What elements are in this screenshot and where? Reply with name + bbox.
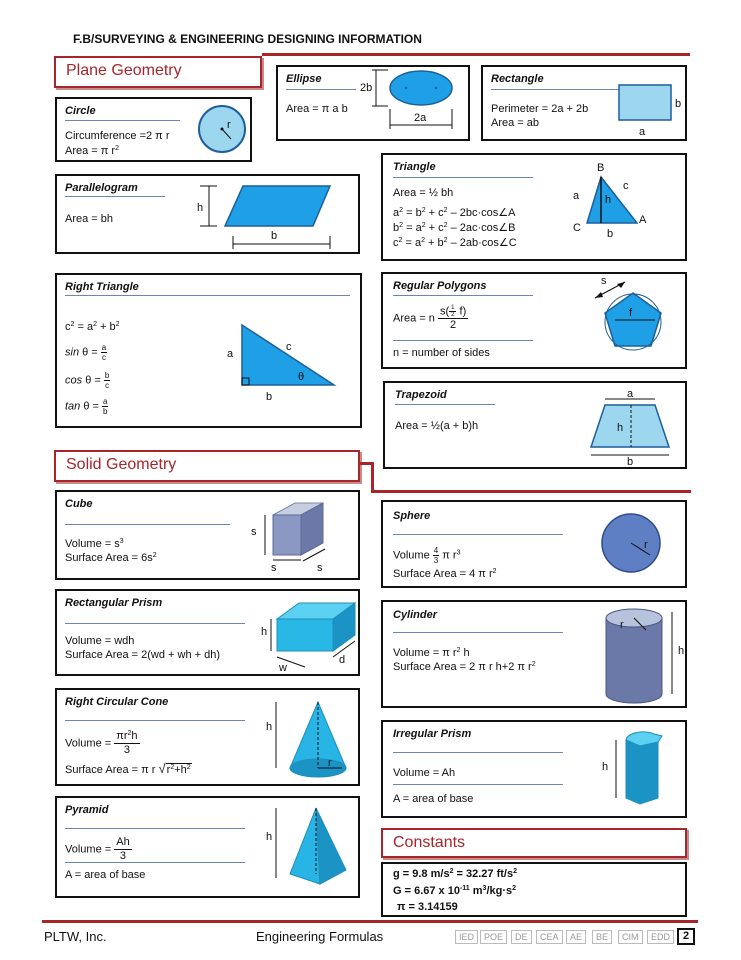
svg-text:b: b bbox=[627, 456, 634, 468]
cube-title: Cube bbox=[65, 498, 93, 510]
constant-pi: π = 3.14159 bbox=[397, 901, 458, 913]
parallelogram-diagram bbox=[195, 181, 355, 251]
irregular-prism-volume: Volume = Ah bbox=[393, 767, 456, 779]
irregular-prism-base-note: A = area of base bbox=[393, 793, 474, 805]
section-plane-geometry: Plane Geometry bbox=[54, 56, 262, 88]
triangle-law-c: $c^2 = a^2 + b^2$ – 2ab·cos∠C bbox=[393, 237, 517, 249]
svg-text:h: h bbox=[602, 761, 609, 773]
badge-poe: POE bbox=[480, 930, 507, 944]
header-rule bbox=[262, 53, 690, 56]
svg-text:h: h bbox=[605, 194, 612, 206]
sphere-surface: Surface Area = 4 π $r^2$ bbox=[393, 568, 497, 580]
ellipse-diagram bbox=[358, 67, 468, 137]
rectangle-diagram bbox=[613, 67, 687, 139]
cone-title: Right Circular Cone bbox=[65, 696, 169, 708]
regular-polygons-card bbox=[381, 272, 687, 369]
triangle-law-b: $b^2 = a^2 + c^2$ – 2ac·cos∠B bbox=[393, 222, 516, 234]
badge-be: BE bbox=[592, 930, 612, 944]
cube-diagram bbox=[245, 497, 360, 579]
svg-text:r: r bbox=[328, 757, 332, 769]
svg-text:c: c bbox=[623, 180, 629, 192]
rect-prism-surface: Surface Area = 2(wd + wh + dh) bbox=[65, 649, 221, 661]
parallelogram-title: Parallelogram bbox=[65, 182, 138, 194]
cylinder-volume: Volume = π $r^2$ h bbox=[393, 647, 470, 659]
constants-card bbox=[381, 862, 687, 917]
polygon-diagram bbox=[593, 276, 685, 366]
irregular-prism-diagram bbox=[598, 726, 688, 816]
solid-rule-vertical bbox=[371, 462, 374, 492]
svg-text:s: s bbox=[601, 275, 607, 287]
section-constants: Constants bbox=[381, 828, 687, 858]
rect-prism-card bbox=[55, 589, 360, 676]
rect-prism-diagram bbox=[257, 595, 362, 675]
cube-volume: Volume = $s^3$ bbox=[65, 538, 124, 550]
svg-text:b: b bbox=[607, 228, 614, 240]
svg-text:B: B bbox=[597, 162, 605, 174]
pyramid-volume: Volume = $\frac{Ah}{3}$ bbox=[65, 836, 130, 862]
parallelogram-area: Area = bh bbox=[65, 213, 114, 225]
circle-title: Circle bbox=[65, 105, 96, 117]
sphere-card bbox=[381, 500, 687, 588]
pythagorean-formula: $c^2 = a^2 + b^2$ bbox=[65, 321, 120, 333]
svg-text:θ: θ bbox=[298, 371, 305, 383]
svg-text:h: h bbox=[261, 626, 268, 638]
svg-text:s: s bbox=[271, 562, 277, 574]
svg-text:A: A bbox=[639, 214, 647, 226]
svg-text:C: C bbox=[573, 222, 581, 234]
pyramid-diagram bbox=[262, 804, 362, 896]
footer-center: Engineering Formulas bbox=[256, 929, 384, 944]
badge-cea: CEA bbox=[536, 930, 563, 944]
ellipse-area: Area = π a b bbox=[286, 103, 348, 115]
badge-ied: IED bbox=[455, 930, 478, 944]
svg-text:b: b bbox=[266, 391, 273, 403]
cube-card bbox=[55, 490, 360, 580]
svg-text:2b: 2b bbox=[360, 82, 373, 94]
svg-text:d: d bbox=[339, 654, 346, 666]
irregular-prism-title: Irregular Prism bbox=[393, 728, 472, 740]
cone-volume: Volume = $\frac{\pi r^2h}{3}$ bbox=[65, 730, 138, 756]
svg-text:b: b bbox=[271, 230, 278, 242]
svg-text:f: f bbox=[629, 307, 633, 319]
cube-surface: Surface Area = $6s^2$ bbox=[65, 552, 157, 564]
page-number: 2 bbox=[677, 928, 695, 945]
ellipse-card bbox=[276, 65, 470, 141]
trapezoid-title: Trapezoid bbox=[395, 389, 447, 401]
triangle-law-a: $a^2 = b^2 + c^2$ – 2bc·cos∠A bbox=[393, 207, 516, 219]
badge-edd: EDD bbox=[647, 930, 674, 944]
svg-text:s: s bbox=[251, 526, 257, 538]
svg-text:w: w bbox=[279, 662, 287, 674]
svg-text:h: h bbox=[197, 202, 204, 214]
cylinder-surface: Surface Area = 2 π r h+2 π $r^2$ bbox=[393, 661, 536, 673]
rect-prism-title: Rectangular Prism bbox=[65, 597, 163, 609]
trapezoid-diagram bbox=[585, 385, 685, 467]
page-title: F.B/SURVEYING & ENGINEERING DESIGNING INFORMATION bbox=[73, 32, 422, 46]
rectangle-card bbox=[481, 65, 687, 141]
pyramid-title: Pyramid bbox=[65, 804, 109, 816]
footer-left: PLTW, Inc. bbox=[44, 929, 107, 944]
cone-card bbox=[55, 688, 360, 786]
rectangle-perimeter: Perimeter = 2a + 2b bbox=[491, 103, 589, 115]
right-triangle-title: Right Triangle bbox=[65, 281, 139, 293]
cylinder-card bbox=[381, 600, 687, 708]
trapezoid-card bbox=[383, 381, 687, 469]
cylinder-diagram bbox=[598, 604, 688, 708]
solid-rule-right bbox=[371, 490, 691, 493]
circle-diagram bbox=[197, 102, 249, 156]
ellipse-title: Ellipse bbox=[286, 73, 322, 85]
circle-card bbox=[55, 97, 252, 162]
footer-rule bbox=[42, 920, 698, 923]
svg-text:a: a bbox=[639, 126, 646, 138]
irregular-prism-card bbox=[381, 720, 687, 818]
cosine-formula: cos θ = $\frac{b}{c}$ bbox=[65, 371, 110, 390]
sphere-title: Sphere bbox=[393, 510, 431, 522]
sphere-volume: Volume $\frac{4}{3}$ π $r^3$ bbox=[393, 546, 461, 565]
constant-g: g = 9.8 $m/s^2 = 32.27$ $ft/s^2$ bbox=[393, 868, 517, 880]
svg-text:h: h bbox=[678, 645, 685, 657]
regular-polygons-title: Regular Polygons bbox=[393, 280, 487, 292]
badge-ae: AE bbox=[566, 930, 586, 944]
pyramid-base-note: A = area of base bbox=[65, 869, 146, 881]
circle-area: Area = π $r^2$ bbox=[65, 145, 119, 157]
svg-text:h: h bbox=[266, 831, 273, 843]
svg-text:r: r bbox=[644, 539, 648, 551]
pyramid-card bbox=[55, 796, 360, 898]
solid-rule-horizontal bbox=[360, 462, 374, 465]
right-triangle-diagram bbox=[222, 320, 352, 410]
polygon-sides-note: n = number of sides bbox=[393, 347, 490, 359]
rectangle-area: Area = ab bbox=[491, 117, 540, 129]
triangle-card bbox=[381, 153, 687, 261]
svg-text:b: b bbox=[675, 98, 682, 110]
badge-cim: CIM bbox=[618, 930, 643, 944]
svg-text:c: c bbox=[286, 341, 292, 353]
parallelogram-card bbox=[55, 174, 360, 254]
tangent-formula: tan θ = $\frac{a}{b}$ bbox=[65, 397, 108, 416]
trapezoid-area: Area = ½(a + b)h bbox=[395, 420, 479, 432]
rect-prism-volume: Volume = wdh bbox=[65, 635, 135, 647]
triangle-title: Triangle bbox=[393, 161, 436, 173]
svg-text:a: a bbox=[627, 388, 634, 400]
constant-G: G = 6.67 x $10^{-11}$ $m^3/kg\cdot s^2$ bbox=[393, 885, 517, 897]
sphere-diagram bbox=[598, 510, 668, 580]
svg-text:a: a bbox=[227, 348, 234, 360]
right-triangle-card bbox=[55, 273, 362, 428]
svg-text:s: s bbox=[317, 562, 323, 574]
svg-text:a: a bbox=[573, 190, 580, 202]
svg-text:h: h bbox=[266, 721, 273, 733]
svg-text:2a: 2a bbox=[414, 112, 427, 124]
polygon-area: Area = n s( $\frac{1}{2}$ f) 2 bbox=[393, 305, 467, 332]
cone-surface: Surface Area = π r $√r^2+h^2$ bbox=[65, 761, 191, 776]
triangle-area: Area = ½ bh bbox=[393, 187, 454, 199]
rectangle-title: Rectangle bbox=[491, 73, 544, 85]
badge-de: DE bbox=[511, 930, 532, 944]
circle-circumference: Circumference =2 π r bbox=[65, 130, 170, 142]
triangle-diagram bbox=[563, 157, 687, 257]
svg-text:h: h bbox=[617, 422, 624, 434]
cylinder-title: Cylinder bbox=[393, 609, 438, 621]
circle-r-label: r bbox=[227, 119, 231, 131]
section-solid-geometry: Solid Geometry bbox=[54, 450, 360, 482]
sine-formula: sin θ = $\frac{a}{c}$ bbox=[65, 343, 107, 362]
svg-text:r: r bbox=[620, 619, 624, 631]
cone-diagram bbox=[262, 696, 362, 786]
